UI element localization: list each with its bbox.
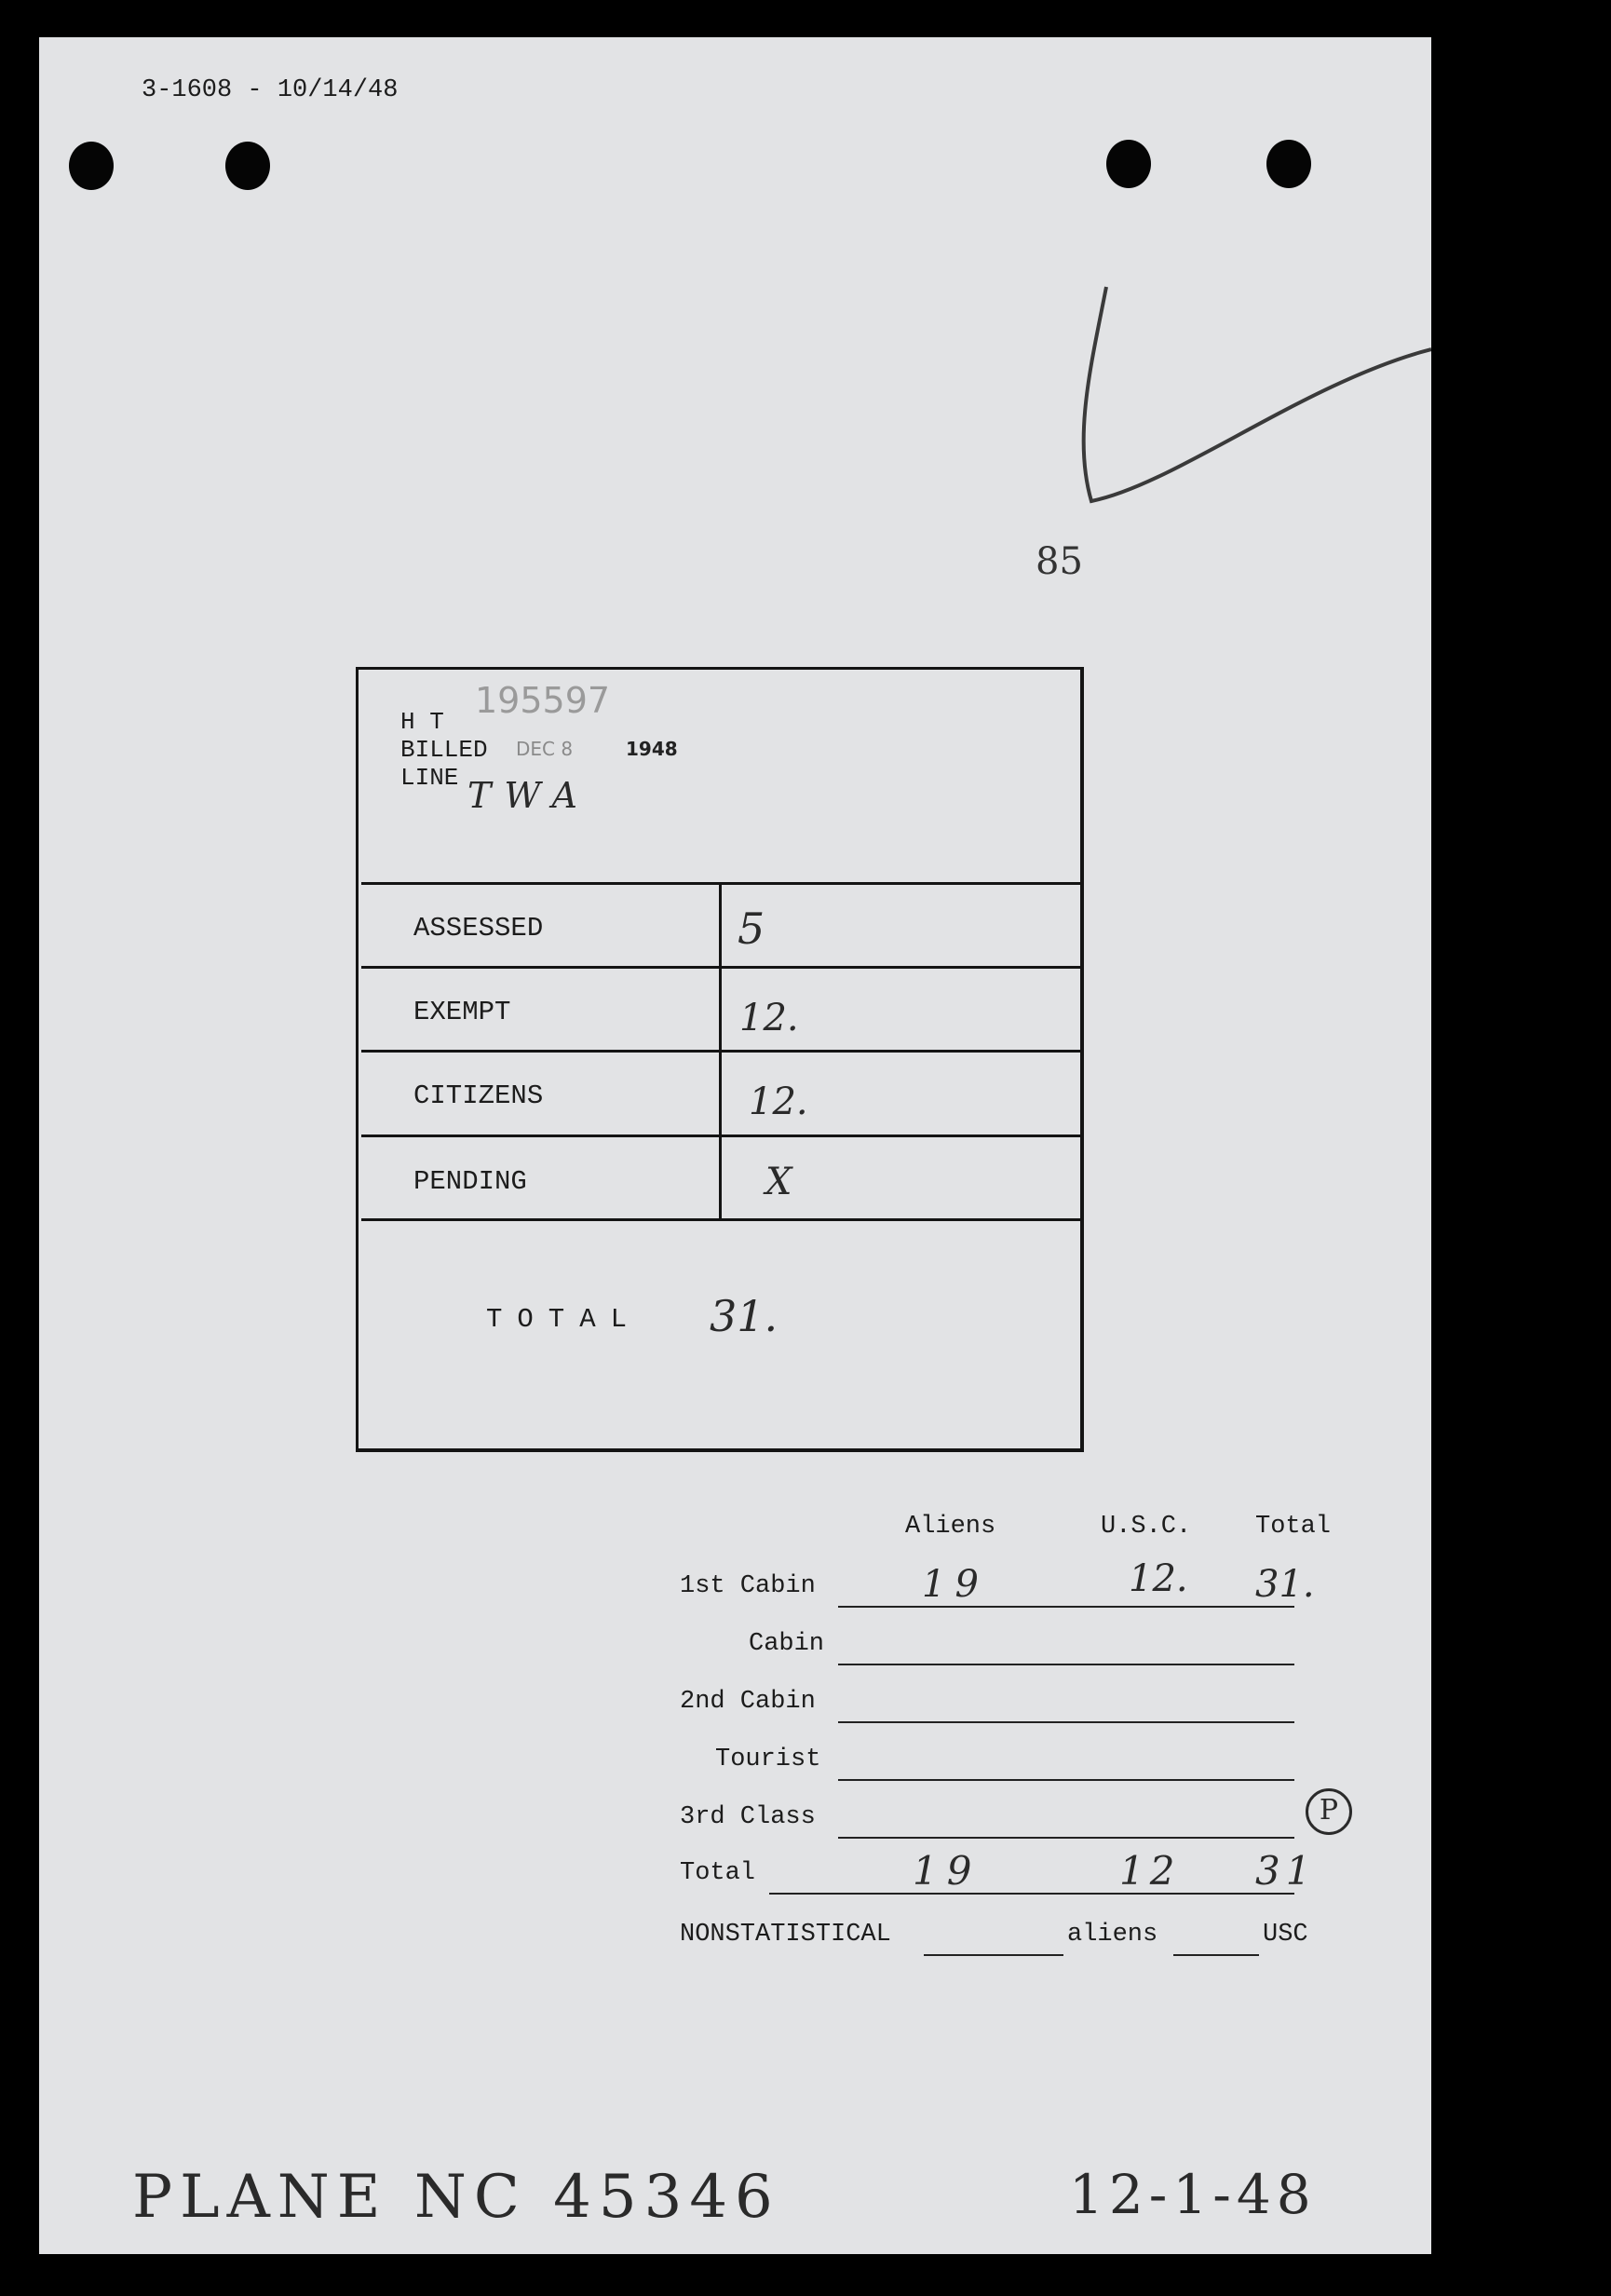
nonstatistical-label: NONSTATISTICAL bbox=[680, 1921, 891, 1949]
row-label-1st-cabin: 1st Cabin bbox=[680, 1572, 816, 1600]
column-header-usc: U.S.C. bbox=[1101, 1513, 1192, 1541]
plane-note: PLANE NC 45346 bbox=[132, 2163, 780, 2232]
aliens-label: aliens bbox=[1067, 1921, 1158, 1949]
column-header-aliens: Aliens bbox=[905, 1513, 996, 1541]
stamp-serial: 195597 bbox=[475, 680, 611, 721]
usc-label: USC bbox=[1263, 1921, 1308, 1949]
row-label-cabin: Cabin bbox=[749, 1630, 825, 1658]
document-page bbox=[39, 37, 1431, 2254]
row-label-2nd-cabin: 2nd Cabin bbox=[680, 1688, 816, 1716]
punch-hole bbox=[69, 142, 114, 190]
row-label-total: Total bbox=[680, 1859, 756, 1887]
stamp-year: 1948 bbox=[626, 738, 678, 760]
line-value: TWA bbox=[467, 775, 590, 816]
total-total: 31 bbox=[1255, 1848, 1317, 1894]
punch-hole bbox=[1266, 140, 1311, 188]
1st-cabin-aliens: 19 bbox=[922, 1563, 988, 1606]
total-usc: 12 bbox=[1119, 1848, 1181, 1894]
page-number: 85 bbox=[1036, 540, 1083, 583]
1st-cabin-usc: 12. bbox=[1129, 1557, 1188, 1600]
punch-hole bbox=[1106, 140, 1151, 188]
form-reference: 3-1608 - 10/14/48 bbox=[142, 76, 399, 104]
row-label-pending: PENDING bbox=[413, 1166, 527, 1197]
row-label-tourist: Tourist bbox=[715, 1746, 821, 1773]
stamp-date: DEC 8 bbox=[516, 738, 574, 760]
total-aliens: 19 bbox=[913, 1848, 981, 1894]
check-mark-icon bbox=[1026, 251, 1431, 531]
row-value-pending: X bbox=[765, 1161, 792, 1203]
column-header-total: Total bbox=[1255, 1513, 1332, 1541]
circled-mark: P bbox=[1306, 1788, 1352, 1835]
total-value: 31. bbox=[710, 1291, 778, 1341]
row-label-citizens: CITIZENS bbox=[413, 1080, 544, 1111]
row-value-assessed: 5 bbox=[738, 903, 765, 954]
punch-hole bbox=[225, 142, 270, 190]
row-label-exempt: EXEMPT bbox=[413, 997, 511, 1027]
row-value-citizens: 12. bbox=[749, 1080, 808, 1123]
total-label: TOTAL bbox=[486, 1304, 643, 1335]
1st-cabin-total: 31. bbox=[1255, 1563, 1315, 1606]
box-top-labels: H T BILLED LINE bbox=[400, 708, 488, 792]
date-note: 12-1-48 bbox=[1069, 2163, 1317, 2226]
row-value-exempt: 12. bbox=[739, 997, 799, 1039]
row-label-3rd-class: 3rd Class bbox=[680, 1803, 816, 1831]
row-label-assessed: ASSESSED bbox=[413, 913, 544, 944]
